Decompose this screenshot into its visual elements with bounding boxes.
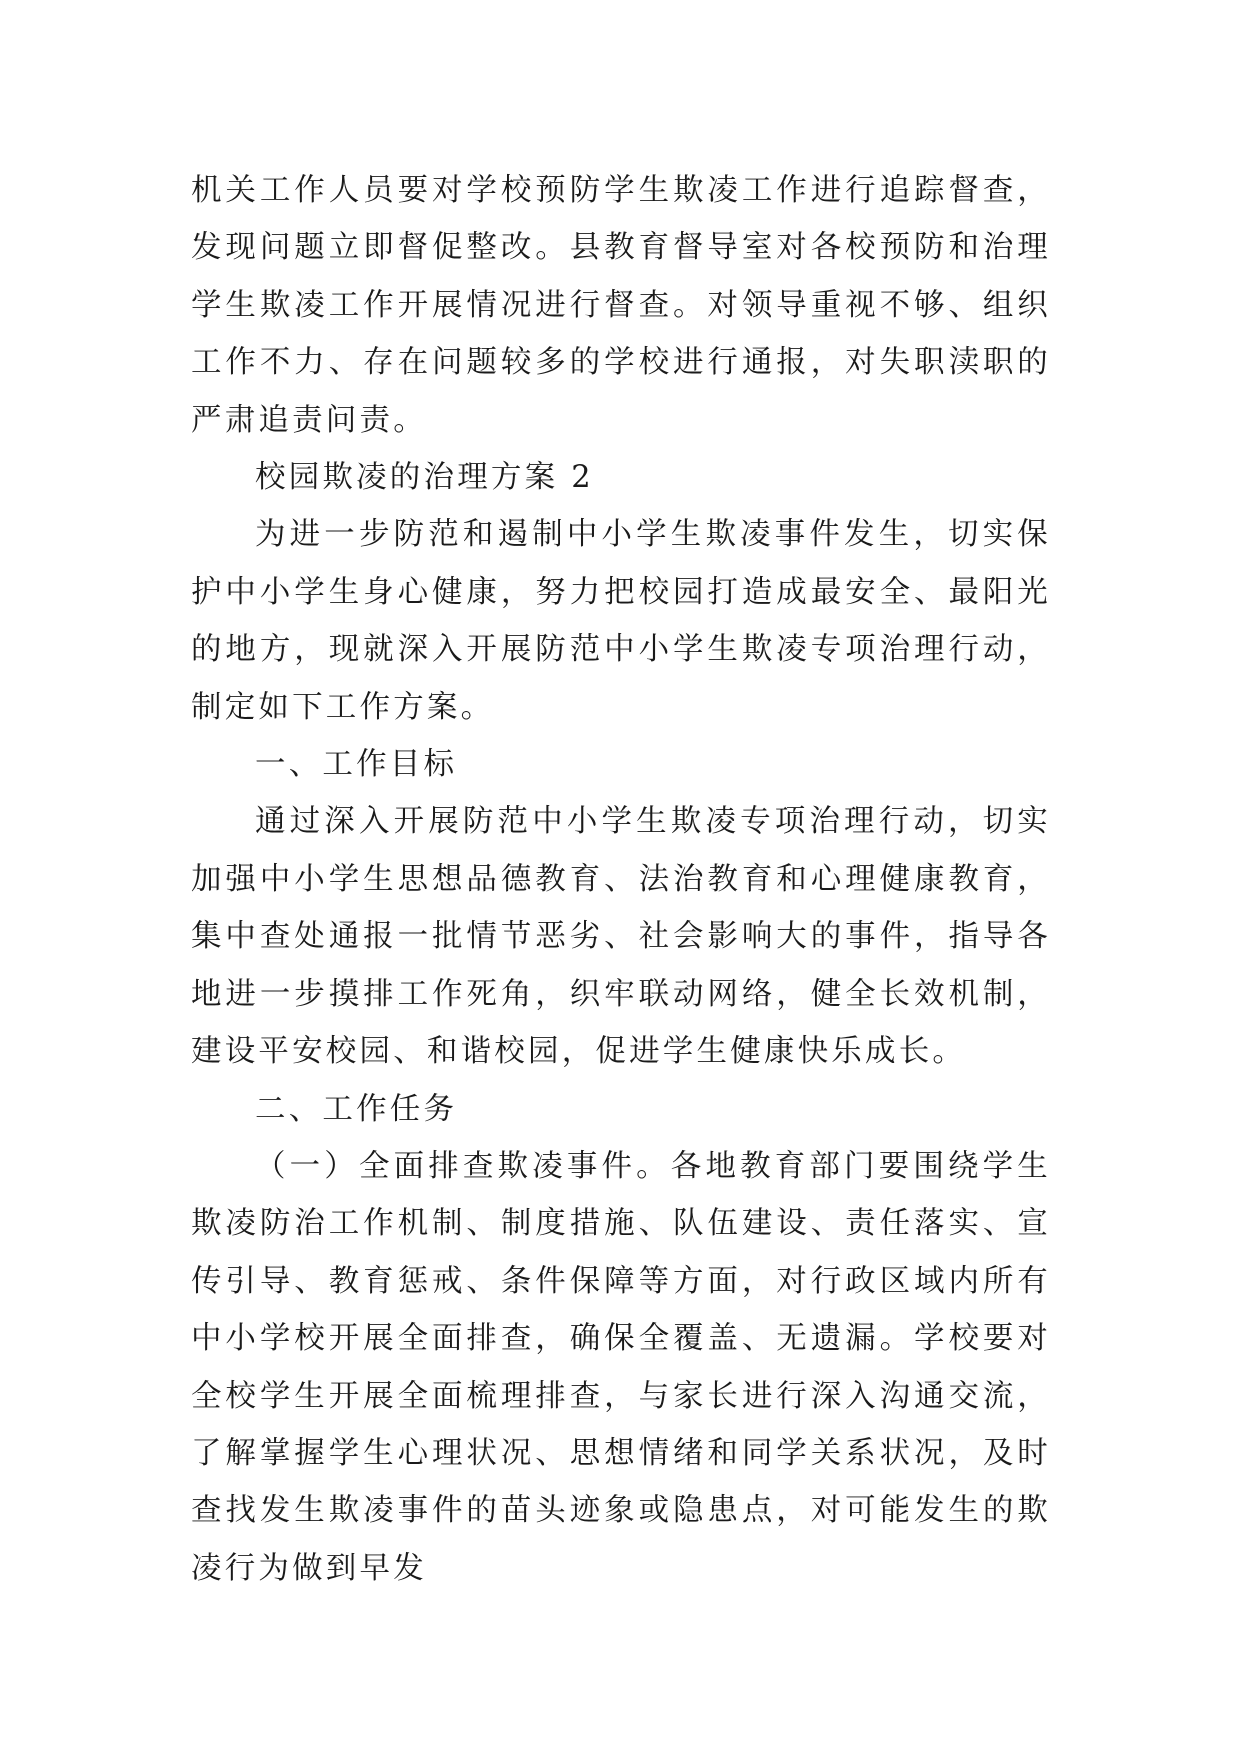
paragraph-work-goals: 通过深入开展防范中小学生欺凌专项治理行动，切实加强中小学生思想品德教育、法治教育和心理健康教育，集中查处通报一批情节恶劣、社会影响大的事件，指导各地进一步摸排工作死角，织牢联动网络，健全长效机制，建设平安校园、和谐校园，促进学生健康快乐成长。 <box>191 804 1051 1070</box>
document-body <box>191 162 1051 1597</box>
section-title-plan-2: 校园欺凌的治理方案 2 <box>255 460 594 496</box>
paragraph-continuation: 机关工作人员要对学校预防学生欺凌工作进行追踪督查，发现问题立即督促整改。县教育督导室对各校预防和治理学生欺凌工作开展情况进行督查。对领导重视不够、组织工作不力、存在问题较多的学校进行通报，对失职渎职的严肃追责问责。 <box>191 173 1051 438</box>
paragraph-intro: 为进一步防范和遏制中小学生欺凌事件发生，切实保护中小学生身心健康，努力把校园打造成最安全、最阳光的地方，现就深入开展防范中小学生欺凌专项治理行动，制定如下工作方案。 <box>191 517 1051 725</box>
heading-work-goals: 一、工作目标 <box>255 747 458 783</box>
paragraph-work-tasks-1: （一）全面排查欺凌事件。各地教育部门要围绕学生欺凌防治工作机制、制度措施、队伍建设、责任落实、宣传引导、教育惩戒、条件保障等方面，对行政区域内所有中小学校开展全面排查，确保全覆盖、无遗漏。学校要对全校学生开展全面梳理排查，与家长进行深入沟通交流，了解掌握学生心理状况、思想情绪和同学关系状况，及时查找发生欺凌事件的苗头迹象或隐患点，对可能发生的欺凌行为做到早发 <box>191 1148 1051 1586</box>
heading-work-tasks: 二、工作任务 <box>255 1091 458 1127</box>
